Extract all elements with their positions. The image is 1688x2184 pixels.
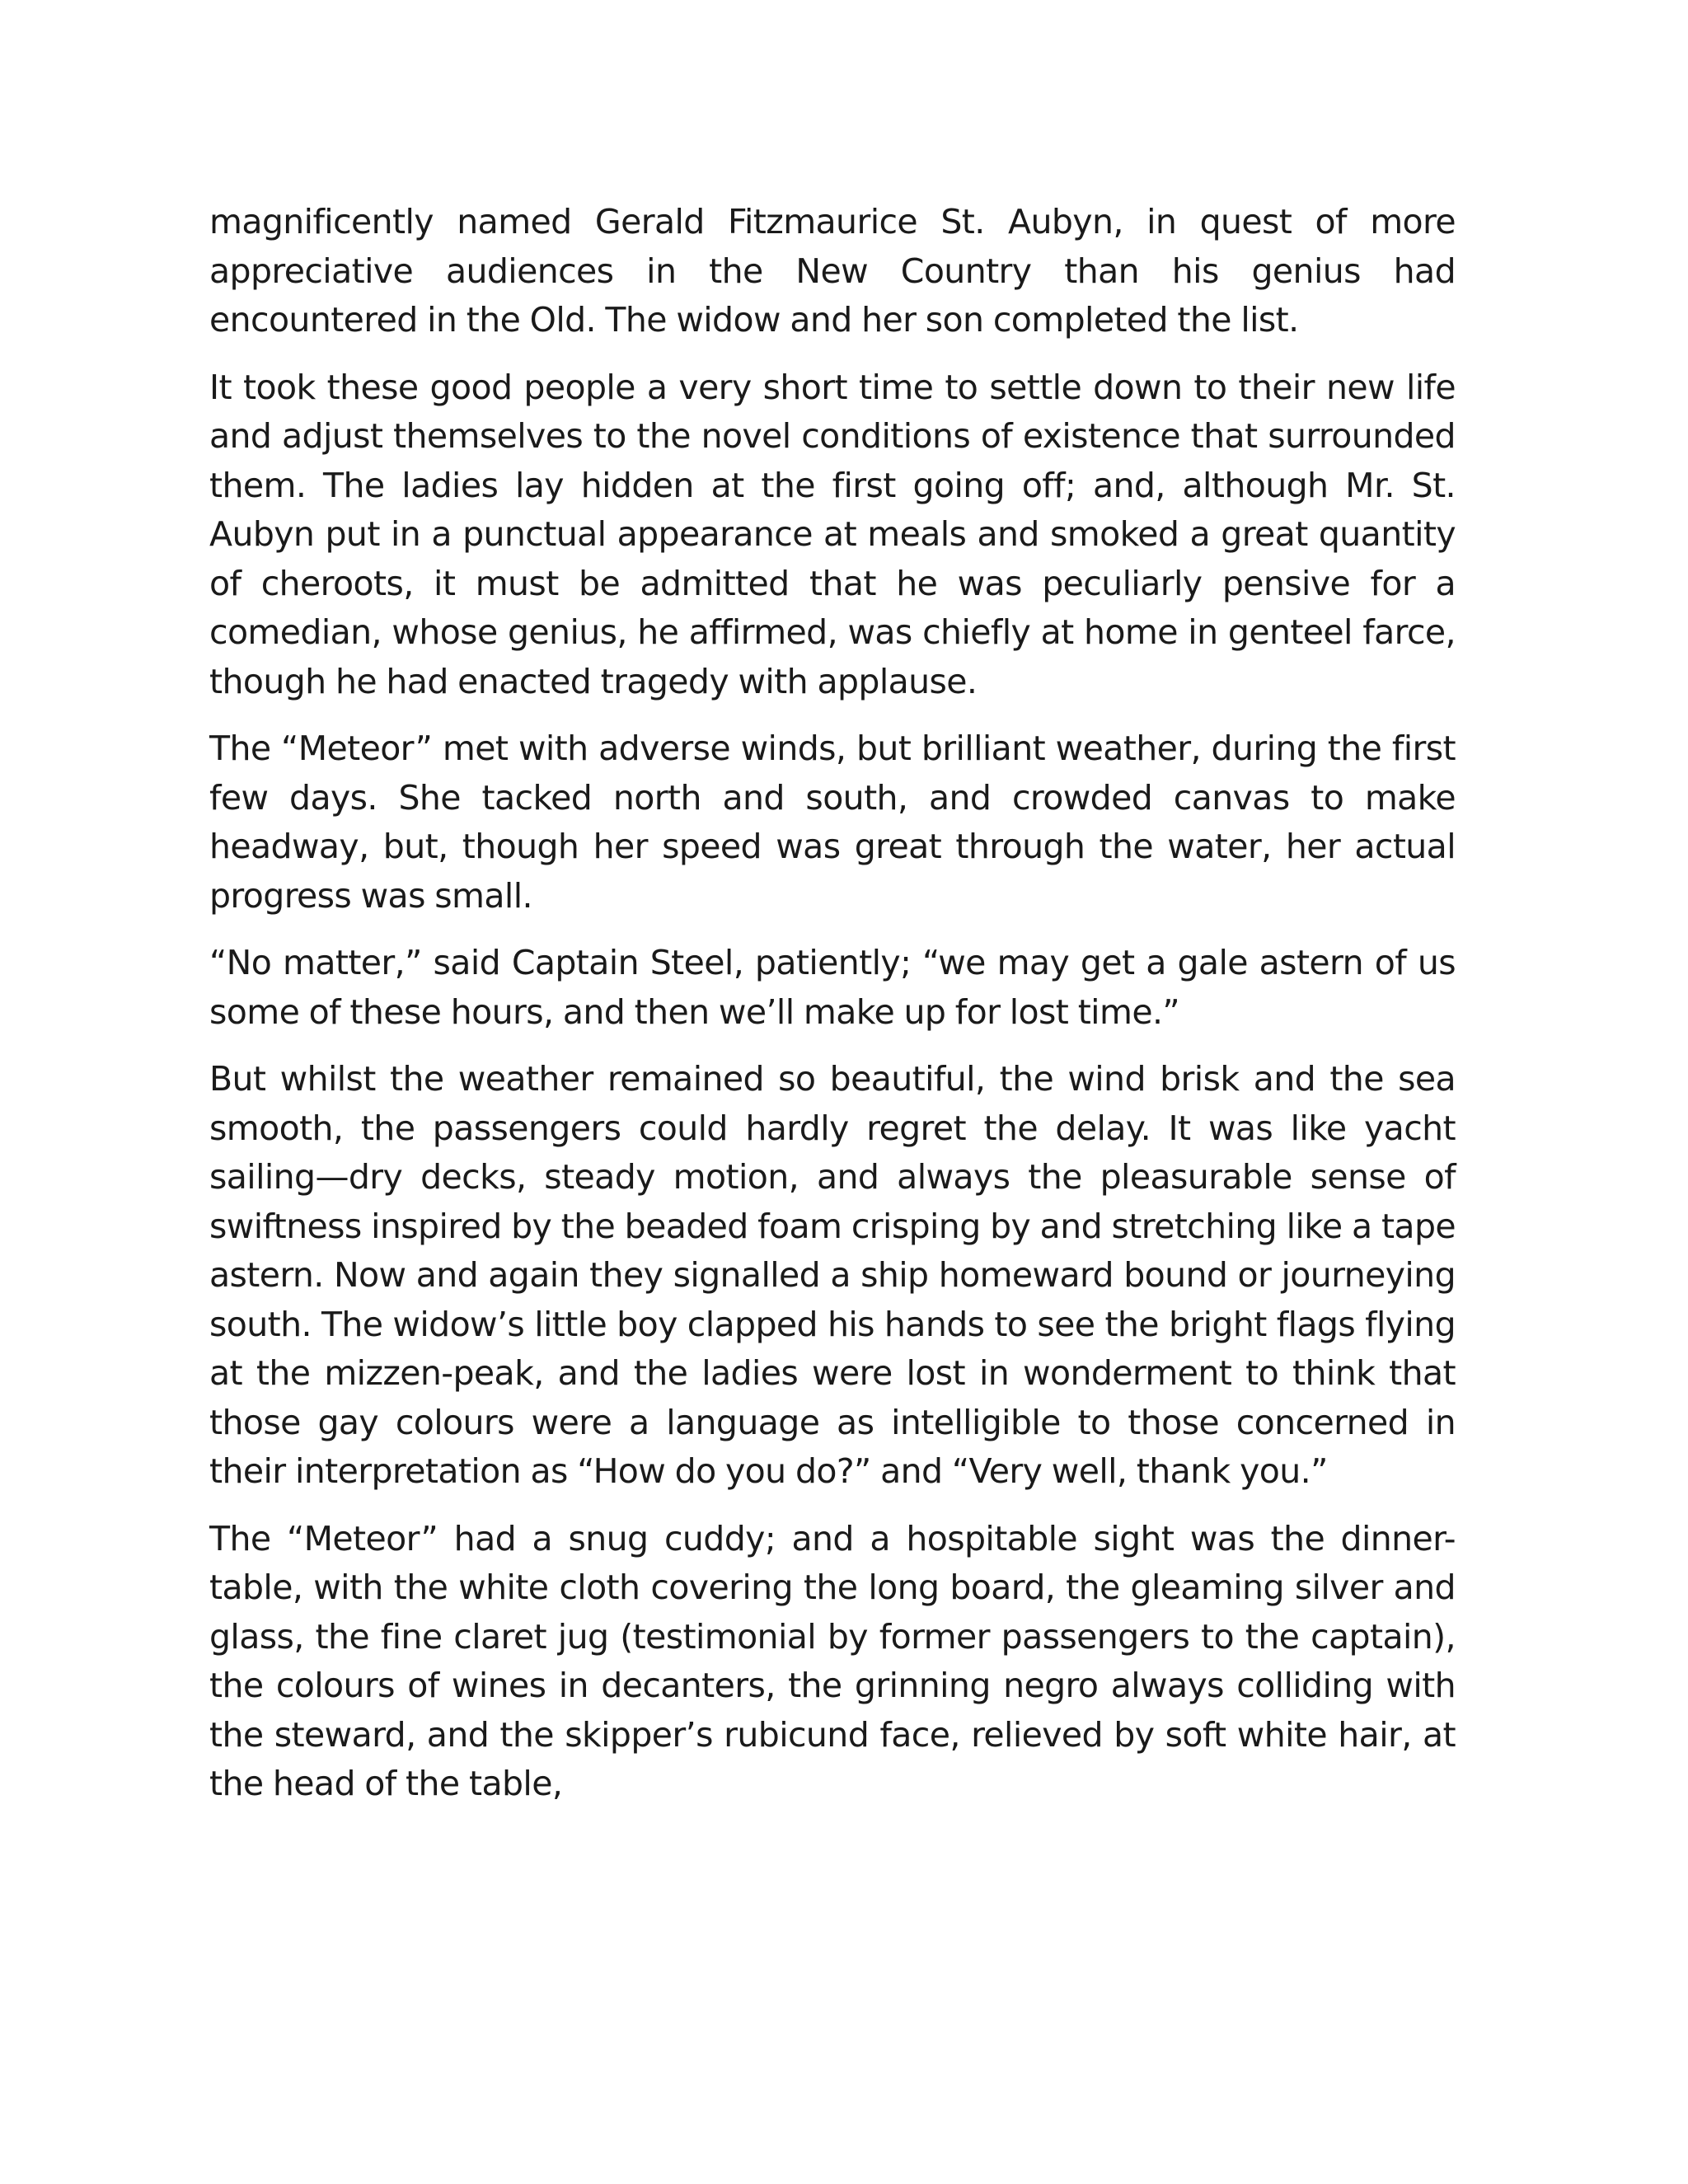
paragraph-5: But whilst the weather remained so beautiful, the wind brisk and the sea smooth, the passengers could hardly regret the delay. It was like yacht sailing—dry decks, steady motion, and always the pleasurable sense of swiftness inspired by the beaded foam crisping by and stretching like a tape astern. Now and again they signalled a ship homeward bound or journeying south. The widow’s little boy clapped his hands to see the bright flags flying at the mizzen-peak, and the ladies were lost in wonderment to think that those gay colours were a language as intelligible to those concerned in their interpretation as “How do you do?” and “Very well, thank you.” — [209, 1059, 1456, 1491]
paragraph-3: The “Meteor” met with adverse winds, but brilliant weather, during the first few days. She tacked north and south, and crowded canvas to make headway, but, though her speed was great through the water, her actual progress was small. — [209, 729, 1456, 916]
paragraph-4: “No matter,” said Captain Steel, patiently; “we may get a gale astern of us some of these hours, and then we’ll make up for lost time.” — [209, 943, 1456, 1032]
paragraph-6: The “Meteor” had a snug cuddy; and a hospitable sight was the dinner-table, with the white cloth covering the long board, the gleaming silver and glass, the fine claret jug (testimonial by former passengers to the captain), the colours of wines in decanters, the grinning negro always colliding with the steward, and the skipper’s rubicund face, relieved by soft white hair, at the head of the table, — [209, 1518, 1456, 1803]
paragraph-2: It took these good people a very short time to settle down to their new life and adjust themselves to the novel conditions of existence that surrounded them. The ladies lay hidden at the first going off; and, although Mr. St. Aubyn put in a punctual appearance at meals and smoked a great quantity of cheroots, it must be admitted that he was peculiarly pensive for a comedian, whose genius, he affirmed, was chiefly at home in genteel farce, though he had enacted tragedy with applause. — [209, 367, 1456, 701]
page-body — [209, 198, 1456, 1827]
paragraph-1: magnificently named Gerald Fitzmaurice St. Aubyn, in quest of more appreciative audiences in the New Country than his genius had encountered in the Old. The widow and her son completed the list. — [209, 202, 1456, 340]
